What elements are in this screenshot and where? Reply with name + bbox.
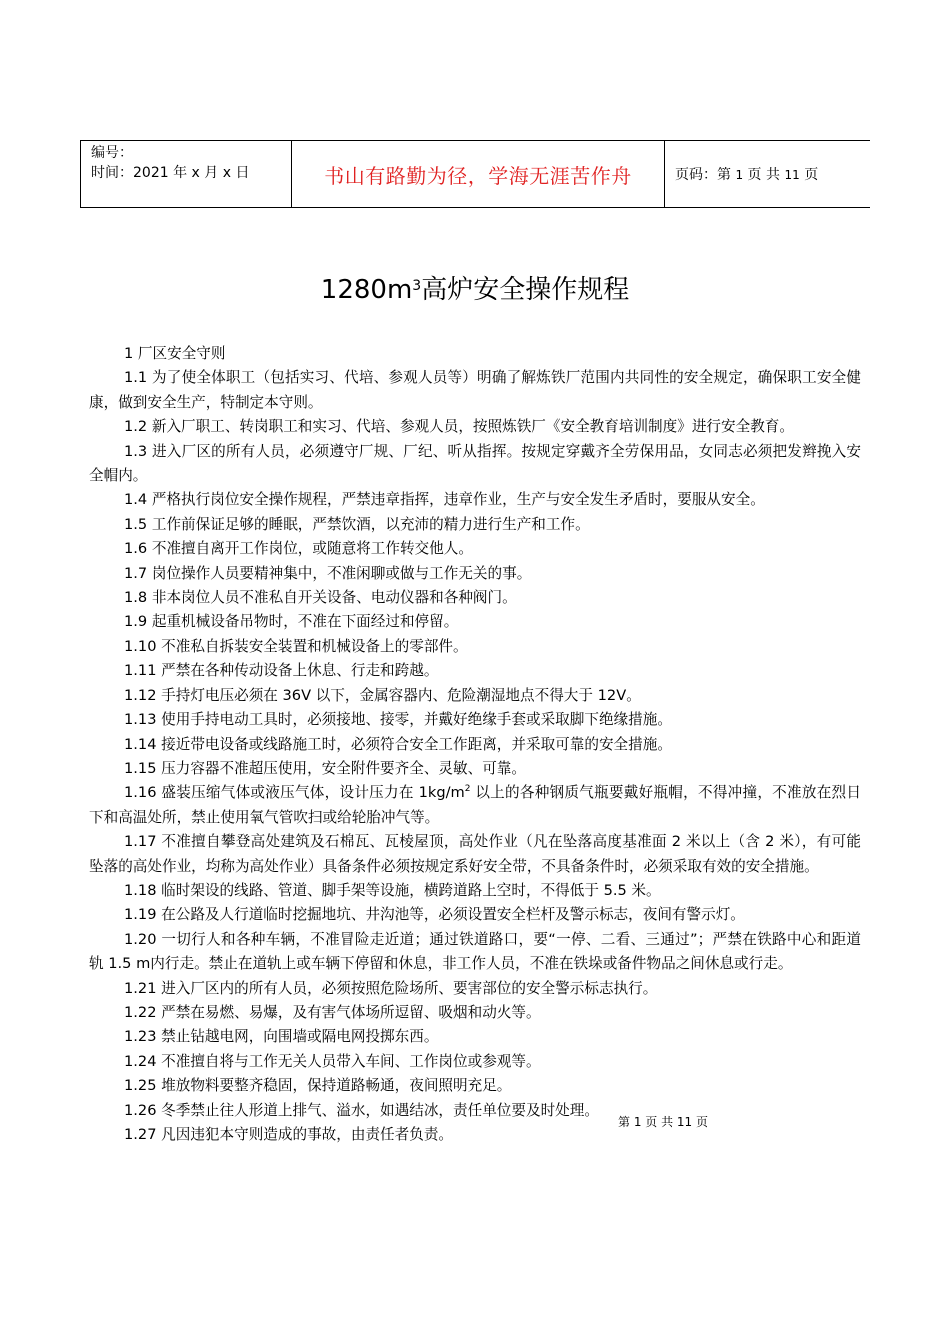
list-item: 1.8 非本岗位人员不准私自开关设备、电动仪器和各种阀门。 <box>124 589 517 607</box>
list-item: 1.6 不准擅自离开工作岗位，或随意将工作转交他人。 <box>124 540 473 558</box>
list-item: 1.23 禁止钻越电网，向围墙或隔电网投掷东西。 <box>124 1028 439 1046</box>
page-total: 11 <box>784 168 800 182</box>
list-item: 1.4 严格执行岗位安全操作规程，严禁违章指挥，违章作业，生产与安全发生矛盾时，要服从安全。 <box>124 491 765 509</box>
motto-cell <box>292 141 665 208</box>
list-item: 1.14 接近带电设备或线路施工时，必须符合安全工作距离，并采取可靠的安全措施。 <box>124 735 672 753</box>
list-item: 1.17 不准擅自攀登高处建筑及石棉瓦、瓦棱屋顶，高处作业（凡在坠落高度基准面 2 米以上（含 2 米），有可能坠落的高处作业，均称为高处作业）具备条件必须按规定系好安全带，不具备条件时，必须采取有效的安全措施。 <box>89 833 861 875</box>
page-current: 1 <box>735 168 744 182</box>
list-item: 1.12 手持灯电压必须在 36V 以下，金属容器内、危险潮湿地点不得大于 12V。 <box>124 686 641 704</box>
serial-number-label: 编号： <box>91 145 133 161</box>
page-footer: 第 1 页 共 11 页 <box>618 1115 708 1129</box>
section-heading: 1 厂区安全守则 <box>124 345 226 362</box>
list-item: 1.19 在公路及人行道临时挖掘地坑、井沟池等，必须设置安全栏杆及警示标志，夜间有警示灯。 <box>124 906 745 924</box>
document-body <box>89 342 861 1147</box>
list-item: 1.21 进入厂区内的所有人员，必须按照危险场所、要害部位的安全警示标志执行。 <box>124 979 658 997</box>
list-item: 1.18 临时架设的线路、管道、脚手架等设施，横跨道路上空时，不得低于 5.5 米。 <box>124 881 661 899</box>
title-suffix: 高炉安全操作规程 <box>421 275 630 305</box>
item-116-text-after: 以上的各种钢质气瓶要戴好瓶帽，不得冲撞，不准放在烈日下和高温处所，禁止使用氧气管吹扫或给轮胎冲气等。 <box>89 784 861 826</box>
list-item: 1.22 严禁在易燃、易爆，及有害气体场所逗留、吸烟和动火等。 <box>124 1003 541 1021</box>
list-item: 1.9 起重机械设备吊物时，不准在下面经过和停留。 <box>124 613 459 631</box>
list-item: 1.1 为了使全体职工（包括实习、代培、参观人员等）明确了解炼铁厂范围内共同性的安全规定，确保职工安全健康，做到安全生产，特制定本守则。 <box>89 369 861 411</box>
title-superscript: 3 <box>412 278 422 294</box>
list-item: 1.25 堆放物料要整齐稳固，保持道路畅通，夜间照明充足。 <box>124 1077 512 1095</box>
list-item: 1.2 新入厂职工、转岗职工和实习、代培、参观人员，按照炼铁厂《安全教育培训制度》进行安全教育。 <box>124 418 794 436</box>
list-item: 1.11 严禁在各种传动设备上休息、行走和跨越。 <box>124 662 439 680</box>
list-item: 1.27 凡因违犯本守则造成的事故，由责任者负责。 <box>124 1126 454 1143</box>
page-label-prefix: 页码：第 <box>675 167 731 183</box>
list-item: 1.20 一切行人和各种车辆，不准冒险走近道；通过铁道路口，要“一停、二看、三通过”；严禁在铁路中心和距道轨 1.5 m内行走。禁止在道轨上或车辆下停留和休息，非工作人员，不准在铁垛或备件物品之间休息或行走。 <box>89 930 861 973</box>
list-item: 1.5 工作前保证足够的睡眠，严禁饮酒，以充沛的精力进行生产和工作。 <box>124 515 590 533</box>
page-number-cell <box>665 141 871 208</box>
item-116-superscript: 2 <box>464 784 471 795</box>
item-116-text-before: 1.16 盛装压缩气体或液压气体，设计压力在 1kg/m <box>124 784 465 802</box>
list-item: 1.3 进入厂区的所有人员，必须遵守厂规、厂纪、听从指挥。按规定穿戴齐全劳保用品，女同志必须把发辫挽入安全帽内。 <box>89 442 861 485</box>
page-title <box>0 272 950 308</box>
document-header <box>80 140 870 208</box>
date-label: 时间：2021 年 x 月 x 日 <box>91 165 250 181</box>
page-label-mid: 页 共 <box>747 167 780 183</box>
list-item: 1.26 冬季禁止往人形道上排气、溢水，如遇结冰，责任单位要及时处理。 <box>124 1101 599 1119</box>
list-item: 1.24 不准擅自将与工作无关人员带入车间、工作岗位或参观等。 <box>124 1052 541 1070</box>
page-label-suffix: 页 <box>804 167 819 183</box>
title-prefix: 1280m <box>320 275 413 305</box>
header-meta-cell <box>81 141 292 208</box>
list-item: 1.7 岗位操作人员要精神集中，不准闲聊或做与工作无关的事。 <box>124 564 532 582</box>
list-item <box>89 781 861 830</box>
list-item: 1.15 压力容器不准超压使用，安全附件要齐全、灵敏、可靠。 <box>124 759 526 777</box>
list-item: 1.13 使用手持电动工具时，必须接地、接零，并戴好绝缘手套或采取脚下绝缘措施。 <box>124 711 672 729</box>
list-item: 1.10 不准私自拆装安全装置和机械设备上的零部件。 <box>124 637 468 655</box>
motto-text: 书山有路勤为径，学海无涯苦作舟 <box>324 163 632 188</box>
